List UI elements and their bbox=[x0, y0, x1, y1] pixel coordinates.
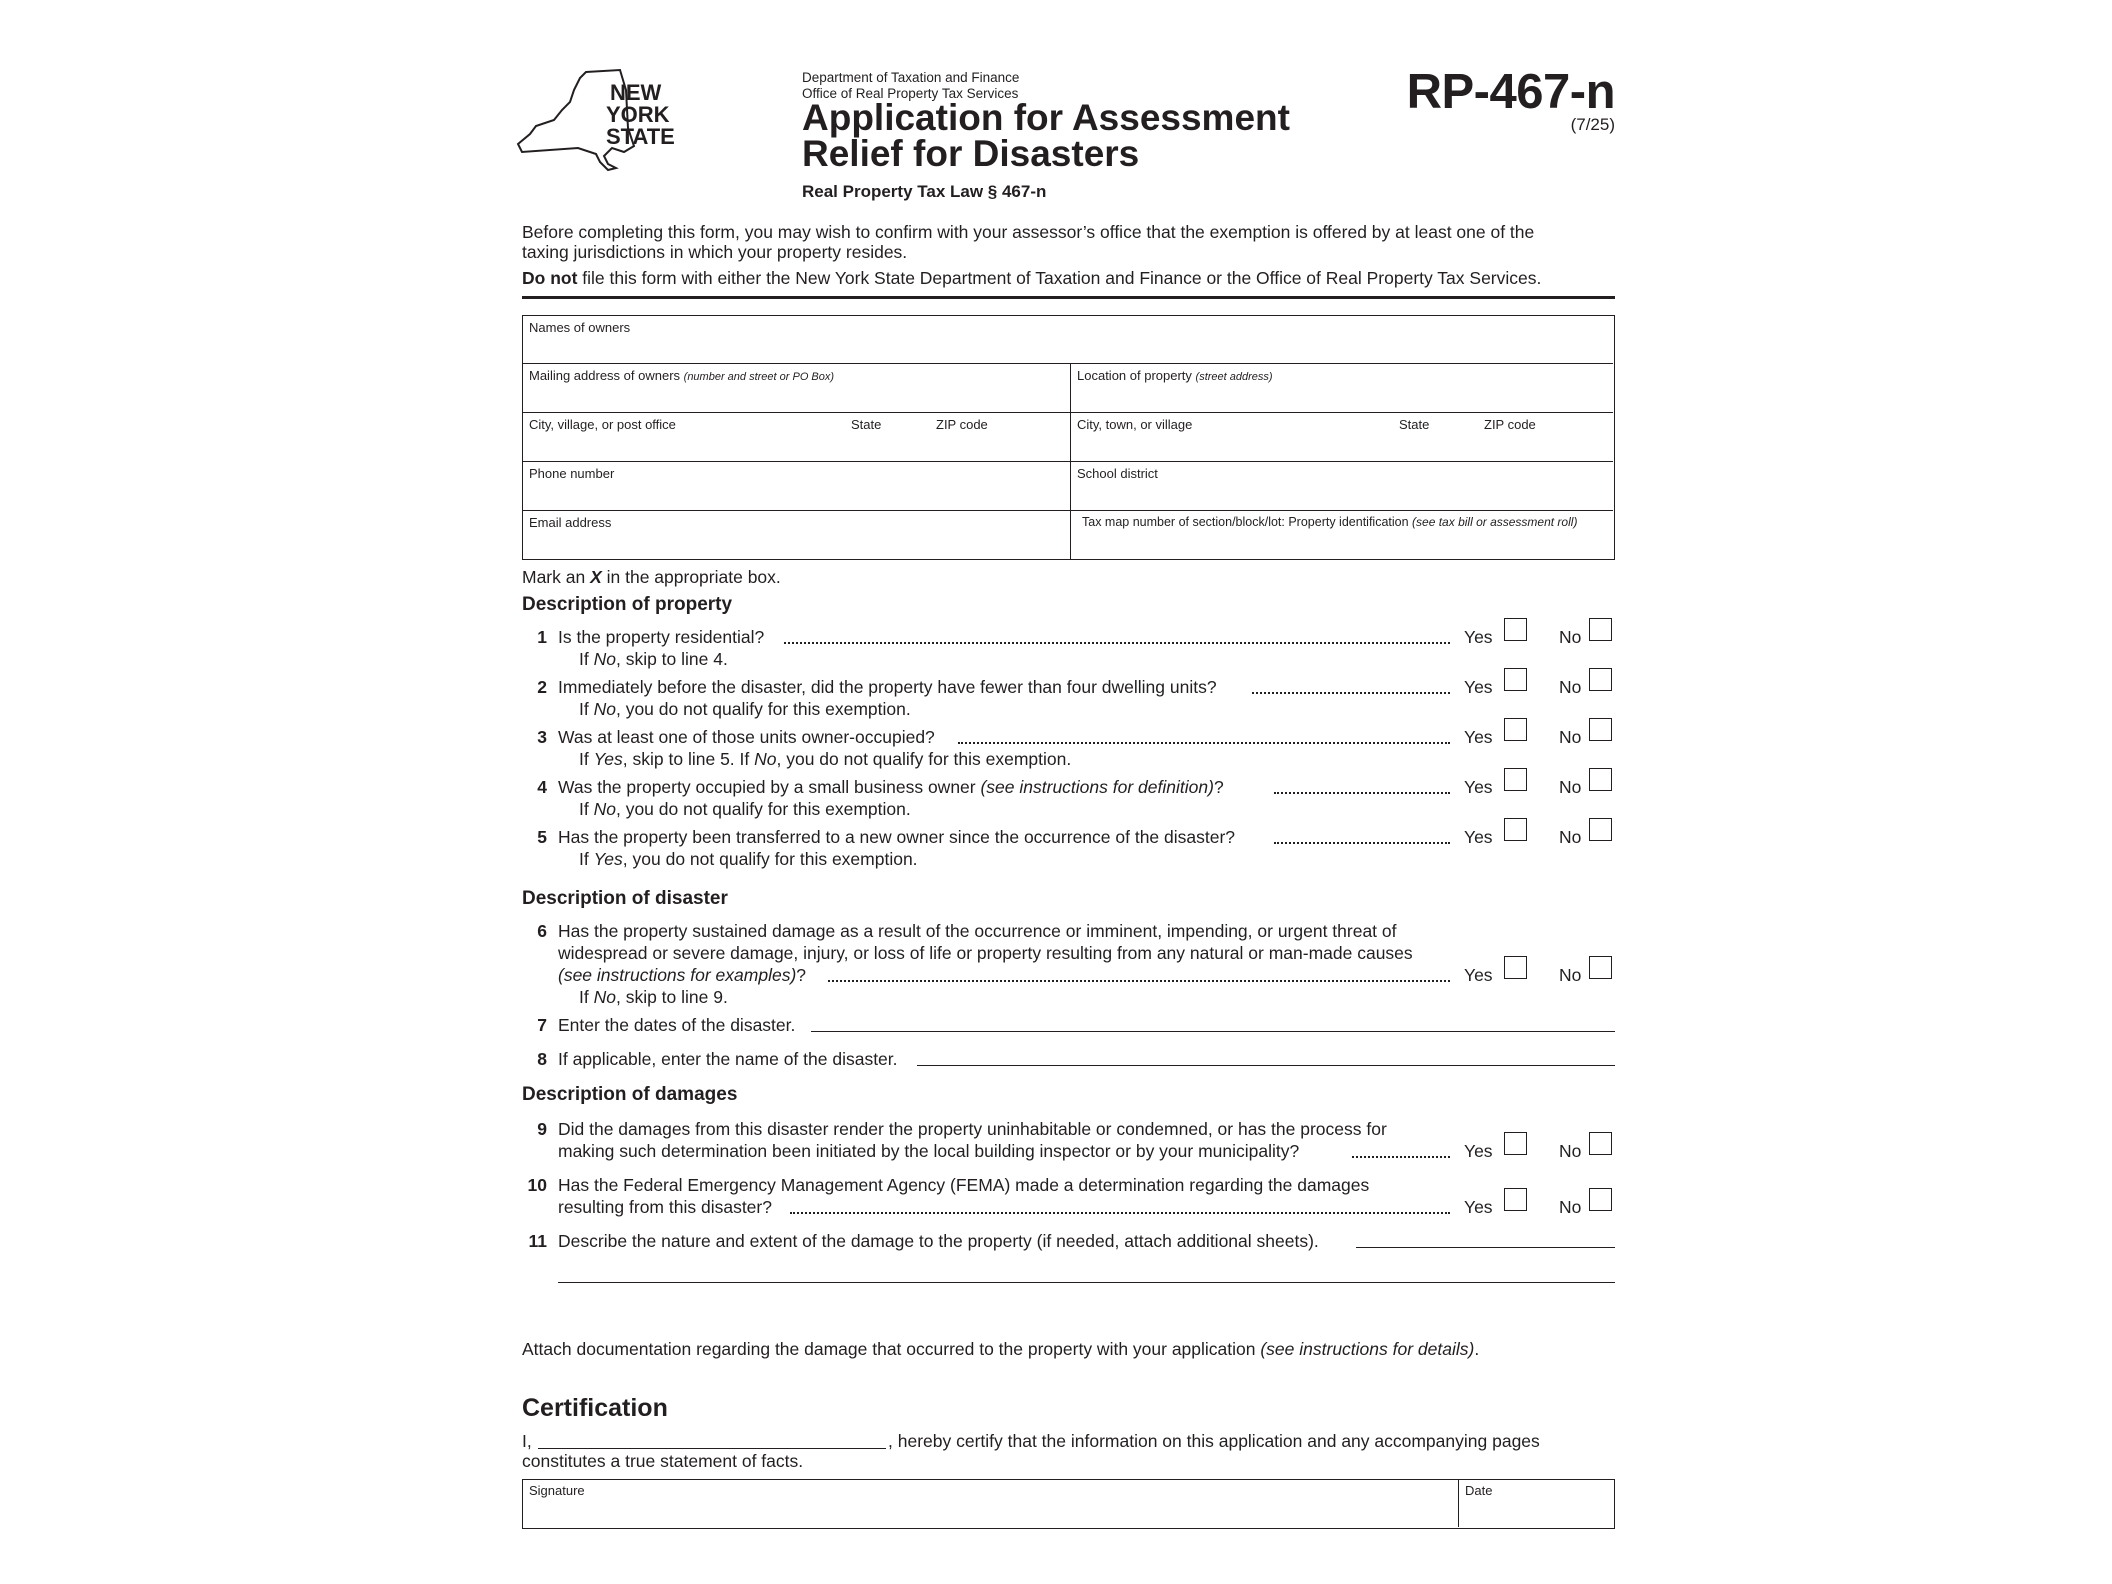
question-text-line-2: resulting from this disaster? bbox=[558, 1197, 772, 1217]
title-line-2: Relief for Disasters bbox=[802, 133, 1140, 174]
q3-yes-checkbox[interactable] bbox=[1504, 718, 1527, 741]
question-number: 7 bbox=[537, 1015, 547, 1035]
phone-number-field[interactable] bbox=[523, 462, 1071, 511]
question-6 bbox=[522, 920, 1615, 1008]
q6-no-checkbox[interactable] bbox=[1589, 956, 1612, 979]
note-text: , you do not qualify for this exemption. bbox=[615, 799, 911, 819]
note-text: , you do not qualify for this exemption. bbox=[615, 699, 911, 719]
property-location-field[interactable] bbox=[1071, 364, 1613, 413]
tax-map-number-label bbox=[1082, 515, 1577, 529]
question-text: Enter the dates of the disaster. bbox=[558, 1015, 796, 1035]
leader-dots bbox=[784, 642, 1450, 644]
certification-text-line-1: , hereby certify that the information on this application and any accompanying pages bbox=[888, 1431, 1540, 1451]
q1-yes-checkbox[interactable] bbox=[1504, 618, 1527, 641]
mailing-address-field[interactable] bbox=[523, 364, 1071, 413]
mailing-city-label: City, village, or post office bbox=[529, 417, 676, 432]
date-label: Date bbox=[1465, 1483, 1493, 1498]
question-1 bbox=[522, 626, 1615, 670]
note-emphasis: No bbox=[593, 649, 616, 669]
q9-no-checkbox[interactable] bbox=[1589, 1132, 1612, 1155]
leader-dots bbox=[1252, 692, 1450, 694]
damage-description-line-2[interactable] bbox=[558, 1282, 1615, 1283]
question-text: Has the property been transferred to a new owner since the occurrence of the disaster? bbox=[558, 827, 1236, 847]
question-text-line-2: widespread or severe damage, injury, or loss of life or property resulting from any natural or man-made causes bbox=[558, 943, 1413, 963]
no-label: No bbox=[1559, 1141, 1582, 1161]
note-text: , you do not qualify for this exemption. bbox=[622, 849, 918, 869]
question-text-emphasis: (see instructions for examples) bbox=[558, 965, 797, 985]
property-location-label bbox=[1077, 368, 1273, 383]
tax-map-number-hint: (see tax bill or assessment roll) bbox=[1412, 515, 1578, 529]
leader-dots bbox=[1274, 842, 1450, 844]
question-text-line-3 bbox=[558, 964, 806, 986]
new-york-state-map-icon bbox=[516, 68, 688, 172]
property-location-text: Location of property bbox=[1077, 368, 1192, 383]
mailing-address-text: Mailing address of owners bbox=[529, 368, 681, 383]
yes-label: Yes bbox=[1464, 677, 1493, 697]
mark-instruction bbox=[522, 567, 781, 588]
attach-text: Attach documentation regarding the damage that occurred to the property with your application bbox=[522, 1339, 1261, 1359]
q4-no-checkbox[interactable] bbox=[1589, 768, 1612, 791]
yes-label: Yes bbox=[1464, 777, 1493, 797]
form-number: RP-467-n bbox=[1406, 65, 1615, 119]
question-4 bbox=[522, 776, 1615, 820]
question-text-end: ? bbox=[1213, 777, 1224, 797]
owner-info-table bbox=[522, 315, 1615, 560]
question-number: 11 bbox=[528, 1231, 547, 1251]
date-field[interactable] bbox=[1459, 1480, 1613, 1527]
question-note bbox=[579, 986, 728, 1008]
property-city-state-zip-field[interactable] bbox=[1071, 413, 1613, 462]
note-emphasis: No bbox=[754, 749, 777, 769]
question-text: If applicable, enter the name of the disaster. bbox=[558, 1049, 898, 1069]
question-11 bbox=[522, 1230, 1615, 1286]
note-text: , skip to line 9. bbox=[615, 987, 728, 1007]
q1-no-checkbox[interactable] bbox=[1589, 618, 1612, 641]
form-revision: (7/25) bbox=[1570, 115, 1615, 134]
certification-statement bbox=[522, 1430, 1615, 1474]
note-emphasis: No bbox=[593, 699, 616, 719]
property-state-label: State bbox=[1399, 417, 1430, 432]
yes-label: Yes bbox=[1464, 1197, 1493, 1217]
disaster-dates-line[interactable] bbox=[811, 1031, 1615, 1032]
attach-end: . bbox=[1474, 1339, 1480, 1359]
form-title bbox=[802, 97, 1290, 174]
nys-logo bbox=[516, 68, 688, 172]
note-text: If bbox=[579, 987, 594, 1007]
question-7 bbox=[522, 1014, 1615, 1038]
mailing-address-hint: (number and street or PO Box) bbox=[683, 371, 835, 383]
certification-heading: Certification bbox=[522, 1394, 668, 1422]
q3-no-checkbox[interactable] bbox=[1589, 718, 1612, 741]
question-text-line-2: making such determination been initiated by the local building inspector or by your municipality? bbox=[558, 1141, 1300, 1161]
mailing-address-label bbox=[529, 368, 834, 383]
leader-dots bbox=[1274, 792, 1450, 794]
certification-i: I, bbox=[522, 1431, 532, 1451]
note-text: If bbox=[579, 849, 594, 869]
section-heading-property: Description of property bbox=[522, 594, 733, 615]
svg-text:NEW: NEW bbox=[610, 80, 662, 105]
form-subtitle: Real Property Tax Law § 467-n bbox=[802, 182, 1047, 201]
property-location-hint: (street address) bbox=[1195, 371, 1273, 383]
mark-instruction-x: X bbox=[590, 567, 602, 587]
q2-no-checkbox[interactable] bbox=[1589, 668, 1612, 691]
question-note bbox=[579, 848, 918, 870]
school-district-label: School district bbox=[1077, 466, 1158, 481]
intro-line-1: Before completing this form, you may wish to confirm with your assessor’s office that the exemption is offered by at least one of the bbox=[522, 222, 1535, 242]
question-text: Describe the nature and extent of the damage to the property (if needed, attach additional sheets). bbox=[558, 1231, 1319, 1251]
yes-label: Yes bbox=[1464, 827, 1493, 847]
question-text: Immediately before the disaster, did the property have fewer than four dwelling units? bbox=[558, 677, 1217, 697]
svg-text:STATE: STATE bbox=[606, 124, 675, 149]
mark-instruction-after: in the appropriate box. bbox=[601, 567, 781, 587]
school-district-field[interactable] bbox=[1071, 462, 1613, 511]
question-text: Is the property residential? bbox=[558, 627, 765, 647]
note-text: , skip to line 4. bbox=[615, 649, 728, 669]
q5-yes-checkbox[interactable] bbox=[1504, 818, 1527, 841]
no-label: No bbox=[1559, 727, 1582, 747]
q2-yes-checkbox[interactable] bbox=[1504, 668, 1527, 691]
signature-label: Signature bbox=[529, 1483, 585, 1498]
q6-yes-checkbox[interactable] bbox=[1504, 956, 1527, 979]
department-line: Department of Taxation and Finance bbox=[802, 70, 1020, 85]
office-line: Office of Real Property Tax Services bbox=[802, 86, 1019, 101]
no-label: No bbox=[1559, 1197, 1582, 1217]
signature-table bbox=[522, 1479, 1615, 1529]
question-number: 9 bbox=[537, 1119, 547, 1139]
signature-field[interactable] bbox=[523, 1480, 1459, 1527]
question-number: 5 bbox=[537, 827, 547, 847]
title-line-1: Application for Assessment bbox=[802, 97, 1290, 138]
intro-line-3-text: file this form with either the New York State Department of Taxation and Finance or the Office of Real Property Tax Services. bbox=[577, 268, 1542, 288]
certification-text-line-2: constitutes a true statement of facts. bbox=[522, 1451, 804, 1471]
note-text: If bbox=[579, 699, 594, 719]
note-text: If bbox=[579, 749, 594, 769]
question-number: 3 bbox=[537, 727, 547, 747]
no-label: No bbox=[1559, 965, 1582, 985]
question-number: 8 bbox=[537, 1049, 547, 1069]
disaster-name-line[interactable] bbox=[917, 1065, 1615, 1066]
question-note bbox=[579, 748, 1071, 770]
note-text: , you do not qualify for this exemption. bbox=[776, 749, 1072, 769]
question-text-end: ? bbox=[796, 965, 807, 985]
note-emphasis: Yes bbox=[593, 849, 623, 869]
question-8 bbox=[522, 1048, 1615, 1072]
tax-map-number-text: Tax map number of section/block/lot: Property identification bbox=[1082, 515, 1409, 529]
question-number: 10 bbox=[527, 1175, 547, 1195]
mailing-zip-label: ZIP code bbox=[936, 417, 988, 432]
no-label: No bbox=[1559, 677, 1582, 697]
mailing-state-label: State bbox=[851, 417, 882, 432]
note-text: If bbox=[579, 799, 594, 819]
question-number: 6 bbox=[537, 921, 547, 941]
property-zip-label: ZIP code bbox=[1484, 417, 1536, 432]
yes-label: Yes bbox=[1464, 1141, 1493, 1161]
leader-dots bbox=[1352, 1156, 1450, 1158]
section-heading-disaster: Description of disaster bbox=[522, 888, 728, 909]
intro-line-2: taxing jurisdictions in which your property resides. bbox=[522, 242, 908, 262]
question-note bbox=[579, 698, 911, 720]
question-number: 1 bbox=[537, 627, 547, 647]
leader-dots bbox=[958, 742, 1450, 744]
note-emphasis: No bbox=[593, 987, 616, 1007]
section-heading-damages: Description of damages bbox=[522, 1084, 738, 1105]
q4-yes-checkbox[interactable] bbox=[1504, 768, 1527, 791]
question-9 bbox=[522, 1118, 1615, 1162]
yes-label: Yes bbox=[1464, 965, 1493, 985]
certifier-name-line[interactable] bbox=[538, 1448, 886, 1449]
q9-yes-checkbox[interactable] bbox=[1504, 1132, 1527, 1155]
svg-text:YORK: YORK bbox=[606, 102, 670, 127]
leader-dots bbox=[828, 980, 1450, 982]
question-number: 4 bbox=[537, 777, 547, 797]
question-5 bbox=[522, 826, 1615, 870]
question-text-line-1: Did the damages from this disaster render the property uninhabitable or condemned, or has the process for bbox=[558, 1119, 1387, 1139]
question-text-emphasis: (see instructions for definition) bbox=[980, 777, 1214, 797]
intro-line-3 bbox=[522, 268, 1615, 288]
mailing-city-state-zip-field[interactable] bbox=[523, 413, 1071, 462]
question-text-line-1: Has the Federal Emergency Management Agency (FEMA) made a determination regarding the damages bbox=[558, 1175, 1370, 1195]
q5-no-checkbox[interactable] bbox=[1589, 818, 1612, 841]
email-address-field[interactable] bbox=[523, 511, 1071, 559]
q10-no-checkbox[interactable] bbox=[1589, 1188, 1612, 1211]
attach-emphasis: (see instructions for details) bbox=[1260, 1339, 1475, 1359]
question-note bbox=[579, 798, 911, 820]
leader-dots bbox=[790, 1212, 1450, 1214]
attach-documentation-note bbox=[522, 1338, 1615, 1360]
note-emphasis: Yes bbox=[593, 749, 623, 769]
names-of-owners-label: Names of owners bbox=[529, 320, 631, 335]
damage-description-line-1[interactable] bbox=[1356, 1247, 1615, 1248]
question-text-part: Was the property occupied by a small business owner bbox=[558, 777, 981, 797]
question-text: Was at least one of those units owner-occupied? bbox=[558, 727, 935, 747]
question-text-line-1: Has the property sustained damage as a result of the occurrence or imminent, impending, or urgent threat of bbox=[558, 921, 1397, 941]
no-label: No bbox=[1559, 777, 1582, 797]
mark-instruction-before: Mark an bbox=[522, 567, 591, 587]
yes-label: Yes bbox=[1464, 727, 1493, 747]
do-not-emphasis: Do not bbox=[522, 268, 578, 288]
note-emphasis: No bbox=[593, 799, 616, 819]
email-address-label: Email address bbox=[529, 515, 612, 530]
question-2 bbox=[522, 676, 1615, 720]
question-10 bbox=[522, 1174, 1615, 1218]
phone-number-label: Phone number bbox=[529, 466, 615, 481]
question-3 bbox=[522, 726, 1615, 770]
no-label: No bbox=[1559, 627, 1582, 647]
q10-yes-checkbox[interactable] bbox=[1504, 1188, 1527, 1211]
no-label: No bbox=[1559, 827, 1582, 847]
property-city-label: City, town, or village bbox=[1077, 417, 1193, 432]
question-text bbox=[558, 776, 1224, 798]
names-of-owners-field[interactable] bbox=[523, 316, 1613, 364]
yes-label: Yes bbox=[1464, 627, 1493, 647]
note-text: , skip to line 5. If bbox=[622, 749, 755, 769]
header-divider bbox=[522, 296, 1615, 299]
question-number: 2 bbox=[537, 677, 547, 697]
tax-map-number-field[interactable] bbox=[1071, 511, 1613, 559]
question-note bbox=[579, 648, 728, 670]
note-text: If bbox=[579, 649, 594, 669]
